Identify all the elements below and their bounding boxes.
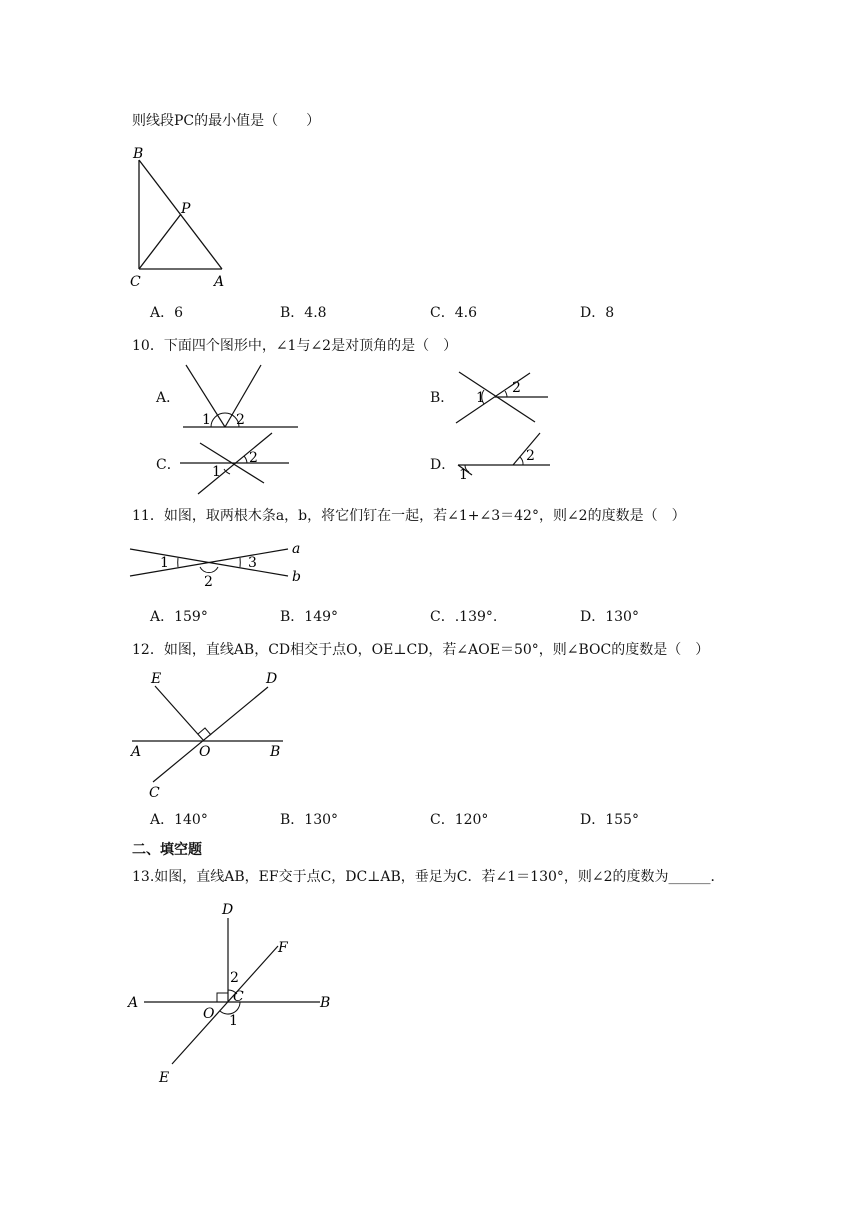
svg-text:1: 1 xyxy=(229,1013,238,1029)
q9-option-d[interactable]: D．8 xyxy=(580,305,615,321)
svg-text:E: E xyxy=(159,1070,170,1086)
q12-option-c[interactable]: C．120° xyxy=(430,812,489,828)
q11-option-b[interactable]: B．149° xyxy=(280,609,339,625)
svg-text:2: 2 xyxy=(249,450,258,466)
svg-text:1: 1 xyxy=(202,412,211,428)
svg-text:b: b xyxy=(292,569,301,585)
q10-option-b[interactable]: B． xyxy=(430,390,455,406)
q12-option-a[interactable]: A．140° xyxy=(150,812,208,828)
svg-text:F: F xyxy=(278,940,288,956)
svg-text:a: a xyxy=(292,541,301,557)
svg-text:D: D xyxy=(266,671,278,687)
svg-text:C: C xyxy=(233,989,244,1005)
label-C: C xyxy=(130,274,141,290)
q11-option-a[interactable]: A．159° xyxy=(150,609,208,625)
q13-stem: 13.如图，直线AB，EF交于点C，DC⊥AB，垂足为C．若∠1＝130°，则∠2的度数为______． xyxy=(132,869,725,885)
q12-stem: 12．如图，直线AB，CD相交于点O，OE⊥CD，若∠AOE＝50°，则∠BOC的度数是（ ） xyxy=(132,642,710,658)
svg-text:1: 1 xyxy=(212,464,221,480)
q10-stem: 10．下面四个图形中，∠1与∠2是对顶角的是（ ） xyxy=(132,338,458,354)
svg-text:2: 2 xyxy=(526,448,535,464)
q10-option-a[interactable]: A． xyxy=(156,390,181,406)
label-B: B xyxy=(133,146,144,162)
q9-option-b[interactable]: B．4.8 xyxy=(280,305,327,321)
svg-text:O: O xyxy=(199,744,211,760)
svg-text:A: A xyxy=(131,744,142,760)
q11-stem: 11．如图，取两根木条a，b，将它们钉在一起，若∠1+∠3＝42°，则∠2的度数是（ ） xyxy=(132,508,686,524)
label-P: P xyxy=(181,201,191,217)
svg-text:D: D xyxy=(222,902,234,918)
q11-option-d[interactable]: D．130° xyxy=(580,609,639,625)
svg-text:2: 2 xyxy=(512,380,521,396)
svg-text:3: 3 xyxy=(248,555,257,571)
svg-text:B: B xyxy=(320,995,331,1011)
svg-text:E: E xyxy=(151,671,162,687)
q9-stem: 则线段PC的最小值是（ ） xyxy=(132,113,321,129)
section-title: 二、填空题 xyxy=(132,842,202,858)
q9-option-a[interactable]: A．6 xyxy=(150,305,184,321)
q11-option-c[interactable]: C．.139°. xyxy=(430,609,498,625)
svg-text:2: 2 xyxy=(204,574,213,590)
svg-text:B: B xyxy=(270,744,281,760)
svg-text:2: 2 xyxy=(230,970,239,986)
svg-text:2: 2 xyxy=(236,412,245,428)
q10-option-c[interactable]: C． xyxy=(156,457,181,473)
q9-option-c[interactable]: C．4.6 xyxy=(430,305,477,321)
q10-option-d[interactable]: D． xyxy=(430,457,456,473)
svg-text:1: 1 xyxy=(160,555,169,571)
label-A: A xyxy=(214,274,225,290)
svg-text:1: 1 xyxy=(476,390,485,406)
svg-text:C: C xyxy=(149,785,160,801)
svg-text:O: O xyxy=(203,1006,215,1022)
svg-text:A: A xyxy=(128,995,139,1011)
svg-text:1: 1 xyxy=(459,467,468,483)
q12-option-b[interactable]: B．130° xyxy=(280,812,339,828)
q12-option-d[interactable]: D．155° xyxy=(580,812,639,828)
